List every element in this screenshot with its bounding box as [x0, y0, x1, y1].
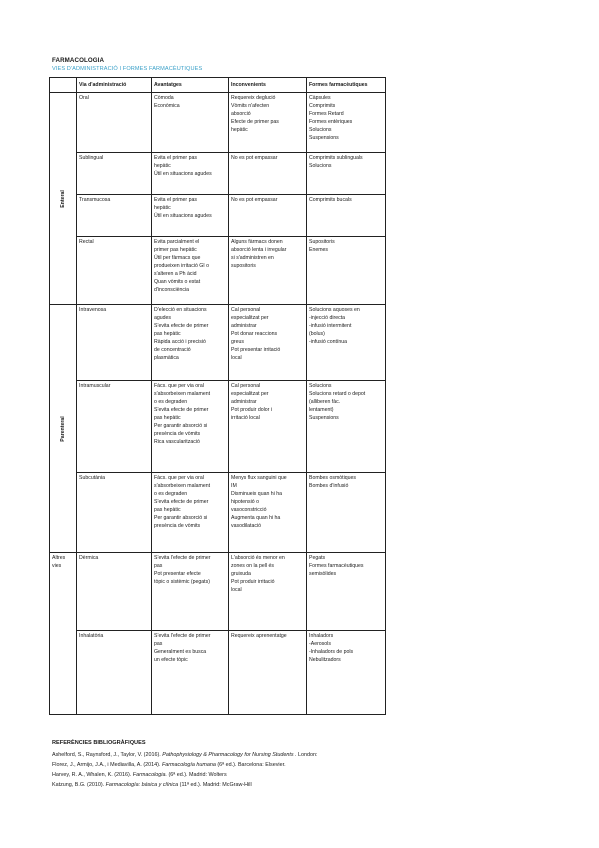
formes-line: Formes Retard — [309, 111, 344, 117]
formes-line: Nebulitzadors — [309, 657, 341, 663]
reference-post: (11ª ed.). Madrid: McGraw-Hill — [178, 782, 252, 788]
formes-line: Bombes d'infusió — [309, 483, 349, 489]
formes-line: Solucions — [309, 127, 332, 133]
avantatges-cell — [152, 381, 229, 473]
formes-line: semisòlides — [309, 571, 337, 577]
table-header-row — [50, 78, 386, 93]
formes-line: -Inhaladors de pols — [309, 649, 354, 655]
avantatges-line: Ràpida acció i precisió — [154, 339, 206, 345]
table-row — [50, 237, 386, 305]
inconvenients-line: local — [231, 355, 242, 361]
avantatges-cell — [152, 237, 229, 305]
formes-line: Càpsules — [309, 95, 331, 101]
reference-italic: Pathophysiology & Pharmacology for Nursing Students — [162, 752, 294, 758]
avantatges-line: pas — [154, 641, 163, 647]
route-cell: Dèrmica — [77, 553, 152, 631]
header-avantatges: Avantatges — [152, 78, 229, 93]
avantatges-line: S'evita efecte de primer — [154, 323, 209, 329]
avantatges-line: Pot presentar efecte — [154, 571, 201, 577]
avantatges-line: presència de vòmits — [154, 431, 201, 437]
formes-line: Solucions retard o depot — [309, 391, 366, 397]
avantatges-cell — [152, 305, 229, 381]
reference-item — [52, 780, 318, 790]
avantatges-line: o es degraden — [154, 399, 188, 405]
route-cell: Subcutània — [77, 473, 152, 553]
avantatges-cell — [152, 93, 229, 153]
inconvenients-line: No es pot empassar — [231, 197, 278, 203]
inconvenients-line: especialitzat per — [231, 391, 269, 397]
avantatges-line: plasmàtica — [154, 355, 179, 361]
avantatges-line: s'alteren a Ph àcid — [154, 271, 197, 277]
avantatges-line: s'absorbeixen malament — [154, 391, 211, 397]
avantatges-cell — [152, 631, 229, 715]
formes-cell — [307, 93, 386, 153]
inconvenients-line: hipotensió o — [231, 499, 259, 505]
inconvenients-line: si s'administren en — [231, 255, 274, 261]
formes-cell — [307, 553, 386, 631]
route-cell: Transmucosa — [77, 195, 152, 237]
formes-line: -infusió contínua — [309, 339, 348, 345]
avantatges-line: S'evita efecte de primer — [154, 499, 209, 505]
avantatges-line: D'elecció en situacions — [154, 307, 207, 313]
formes-line: Comprimits — [309, 103, 336, 109]
inconvenients-line: Alguns fàrmacs donen — [231, 239, 283, 245]
inconvenients-line: administrar — [231, 323, 257, 329]
formes-line: Bombes osmòtiques — [309, 475, 356, 481]
inconvenients-line: Augmenta quan hi ha — [231, 515, 281, 521]
table-row — [50, 195, 386, 237]
table-row — [50, 153, 386, 195]
formes-line: Suspensions — [309, 415, 339, 421]
formes-line: Solucions — [309, 383, 332, 389]
page-subtitle: VIES D'ADMINISTRACIÓ I FORMES FARMACÈUTIQUES — [52, 66, 203, 72]
reference-item — [52, 770, 318, 780]
reference-pre: Florez, J., Armijo, J.A., i Mediavilla, A. (2014). — [52, 762, 162, 768]
inconvenients-line: Cal personal — [231, 307, 261, 313]
formes-line: Solucions aquoses en — [309, 307, 360, 313]
avantatges-line: un efecte tòpic — [154, 657, 188, 663]
inconvenients-cell — [229, 237, 307, 305]
page-title: FARMACOLOGIA — [52, 57, 105, 64]
avantatges-line: Rica vascularització — [154, 439, 200, 445]
inconvenients-line: Pot produir irritació — [231, 579, 275, 585]
avantatges-line: Evita el primer pas — [154, 197, 197, 203]
avantatges-line: Fàcs. que per via oral — [154, 383, 204, 389]
header-formes: Formes farmacèutiques — [307, 78, 386, 93]
group-label: Enteral — [60, 189, 66, 208]
formes-line: lentament) — [309, 407, 334, 413]
inconvenients-cell — [229, 381, 307, 473]
inconvenients-cell — [229, 473, 307, 553]
header-inconvenients: Inconvenients — [229, 78, 307, 93]
header-group — [50, 78, 77, 93]
reference-item — [52, 750, 318, 760]
avantatges-line: S'evita l'efecte de primer — [154, 633, 211, 639]
reference-italic: Farmacologia. — [132, 772, 167, 778]
inconvenients-cell — [229, 553, 307, 631]
references-list — [52, 750, 318, 790]
avantatges-line: agudes — [154, 315, 172, 321]
reference-italic: Farmacología: básica y clínica — [105, 782, 179, 788]
avantatges-line: S'evita efecte de primer — [154, 407, 209, 413]
formes-line: Enemes — [309, 247, 329, 253]
route-cell: Oral — [77, 93, 152, 153]
inconvenients-line: L'absorció és menor en — [231, 555, 285, 561]
avantatges-line: Útil per fàrmacs que — [154, 255, 201, 261]
header-route: Via d'administració — [77, 78, 152, 93]
inconvenients-line: absorció lenta i irregular — [231, 247, 287, 253]
avantatges-cell — [152, 153, 229, 195]
formes-line: Inhaladors — [309, 633, 334, 639]
inconvenients-line: Vòmits n'afecten — [231, 103, 270, 109]
inconvenients-line: Pot donar reaccions — [231, 331, 278, 337]
table-row — [50, 553, 386, 631]
table-row — [50, 381, 386, 473]
route-cell: Rectal — [77, 237, 152, 305]
inconvenients-line: local — [231, 587, 242, 593]
formes-cell — [307, 153, 386, 195]
inconvenients-line: supositoris — [231, 263, 256, 269]
formes-line: Suspensions — [309, 135, 339, 141]
avantatges-line: de concentració — [154, 347, 191, 353]
route-cell: Intramuscular — [77, 381, 152, 473]
avantatges-line: Generalment es busca — [154, 649, 207, 655]
inconvenients-line: irritació local — [231, 415, 260, 421]
reference-post: (6ª ed.). Barcelona: Elsevier. — [215, 762, 286, 768]
avantatges-line: Fàcs. que per via oral — [154, 475, 204, 481]
formes-cell — [307, 381, 386, 473]
avantatges-line: Útil en situacions agudes — [154, 171, 212, 177]
inconvenients-line: absorció — [231, 111, 251, 117]
inconvenients-line: Menys flux sanguini que — [231, 475, 287, 481]
inconvenients-line: Efecte de primer pas — [231, 119, 279, 125]
group-cell — [50, 305, 77, 553]
formes-line: Supositoris — [309, 239, 335, 245]
inconvenients-line: hepàtic — [231, 127, 248, 133]
inconvenients-line: Requereix deglució — [231, 95, 276, 101]
avantatges-line: s'absorbeixen malament — [154, 483, 211, 489]
formes-line: Formes entèriques — [309, 119, 353, 125]
formes-line: -Aerosols — [309, 641, 331, 647]
inconvenients-line: IM — [231, 483, 237, 489]
formes-cell — [307, 305, 386, 381]
formes-line: Formes farmacèutiques — [309, 563, 364, 569]
reference-italic: Farmacología humana — [161, 762, 216, 768]
inconvenients-cell — [229, 305, 307, 381]
reference-post: . London: — [293, 752, 318, 758]
avantatges-line: presència de vòmits — [154, 523, 201, 529]
table-body — [50, 93, 386, 715]
group-label: Altres vies — [50, 553, 77, 715]
inconvenients-line: Pot produir dolor i — [231, 407, 272, 413]
table-row — [50, 631, 386, 715]
inconvenients-line: vasodilatació — [231, 523, 261, 529]
avantatges-line: Evita parcialment el — [154, 239, 200, 245]
inconvenients-line: zones on la pell és — [231, 563, 274, 569]
avantatges-line: pas — [154, 563, 163, 569]
avantatges-line: produeixen irritació GI o — [154, 263, 210, 269]
avantatges-line: Còmoda — [154, 95, 174, 101]
inconvenients-cell — [229, 153, 307, 195]
avantatges-line: pas hepàtic — [154, 415, 181, 421]
avantatges-cell — [152, 473, 229, 553]
inconvenients-line: Pot presentar irritació — [231, 347, 281, 353]
reference-item — [52, 760, 318, 770]
table-row — [50, 473, 386, 553]
inconvenients-line: greus — [231, 339, 244, 345]
avantatges-line: Útil en situacions agudes — [154, 213, 212, 219]
route-cell: Sublingual — [77, 153, 152, 195]
avantatges-line: tòpic o sistèmic (pegats) — [154, 579, 210, 585]
avantatges-line: Econòmica — [154, 103, 180, 109]
formes-cell — [307, 237, 386, 305]
formes-cell — [307, 195, 386, 237]
inconvenients-cell — [229, 631, 307, 715]
avantatges-line: d'inconsciència — [154, 287, 190, 293]
avantatges-line: Quan vòmits o estat — [154, 279, 201, 285]
avantatges-line: Per garantir absorció si — [154, 515, 208, 521]
group-label: Parenteral — [60, 415, 66, 442]
formes-line: -infusió intermitent — [309, 323, 352, 329]
route-cell: Inhalatòria — [77, 631, 152, 715]
reference-pre: Harvey, R. A., Whalen, K. (2016). — [52, 772, 133, 778]
formes-line: Comprimits bucals — [309, 197, 352, 203]
avantatges-line: hepàtic — [154, 163, 171, 169]
inconvenients-line: vasoconstricció — [231, 507, 267, 513]
formes-line: Comprimits sublinguals — [309, 155, 363, 161]
routes-table — [49, 77, 386, 715]
inconvenients-line: gruixuda — [231, 571, 251, 577]
formes-cell — [307, 473, 386, 553]
avantatges-cell — [152, 195, 229, 237]
inconvenients-line: especialitzat per — [231, 315, 269, 321]
formes-cell — [307, 631, 386, 715]
avantatges-line: Per garantir absorció si — [154, 423, 208, 429]
route-cell: Intravenosa — [77, 305, 152, 381]
formes-line: -injecció directa — [309, 315, 346, 321]
group-cell — [50, 93, 77, 305]
reference-pre: Katzung, B.G. (2010). — [52, 782, 106, 788]
formes-line: (bolus) — [309, 331, 325, 337]
table-row — [50, 305, 386, 381]
references-title: REFERÈNCIES BIBLIOGRÀFIQUES — [52, 740, 146, 746]
inconvenients-line: No es pot empassar — [231, 155, 278, 161]
avantatges-line: Evita el primer pas — [154, 155, 197, 161]
inconvenients-line: Disminueix quan hi ha — [231, 491, 283, 497]
avantatges-line: o es degraden — [154, 491, 188, 497]
avantatges-line: pas hepàtic — [154, 331, 181, 337]
formes-line: Pegats — [309, 555, 326, 561]
inconvenients-line: administrar — [231, 399, 257, 405]
table-row — [50, 93, 386, 153]
inconvenients-line: Cal personal — [231, 383, 261, 389]
avantatges-line: pas hepàtic — [154, 507, 181, 513]
inconvenients-line: Requereix aprenentatge — [231, 633, 287, 639]
inconvenients-cell — [229, 93, 307, 153]
reference-pre: Ashelford, S., Raynsford, J., Taylor, V. (2016). — [52, 752, 163, 758]
inconvenients-cell — [229, 195, 307, 237]
avantatges-line: hepàtic — [154, 205, 171, 211]
formes-line: (alliberen fàc. — [309, 399, 341, 405]
avantatges-line: primer pas hepàtic — [154, 247, 197, 253]
formes-line: Solucions — [309, 163, 332, 169]
avantatges-line: S'evita l'efecte de primer — [154, 555, 211, 561]
avantatges-cell — [152, 553, 229, 631]
reference-post: (6ª ed.). Madrid: Wolters — [166, 772, 227, 778]
